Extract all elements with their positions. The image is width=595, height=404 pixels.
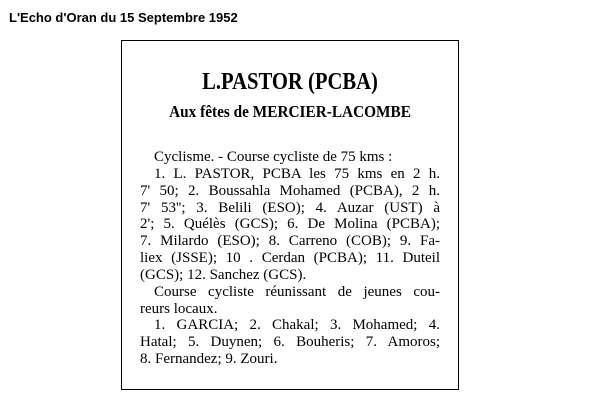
newspaper-clipping <box>121 40 459 390</box>
article-line: 1. GARCIA; 2. Chakal; 3. Mohamed; 4. <box>154 317 440 334</box>
article-body <box>140 149 440 368</box>
article-line: 2'; 5. Quélès (GCS); 6. De Molina (PCBA); <box>140 216 440 233</box>
article-line: 1. L. PASTOR, PCBA les 75 kms en 2 h. <box>154 165 440 182</box>
article-line: Hatal; 5. Duynen; 6. Bouheris; 7. Amoros; <box>140 334 440 351</box>
article-line: liex (JSSE); 10 . Cerdan (PCBA); 11. Duteil <box>140 250 440 267</box>
headline: L.PASTOR (PCBA) <box>202 69 378 95</box>
article-line: Course cycliste réunissant de jeunes cou- <box>154 283 440 300</box>
article-line: 7. Milardo (ESO); 8. Carreno (COB); 9. Fa- <box>140 233 440 250</box>
article-line: 7' 53''; 3. Belili (ESO); 4. Auzar (UST) à <box>140 199 440 216</box>
article-line: (GCS); 12. Sanchez (GCS). <box>140 266 307 283</box>
source-caption: L'Echo d'Oran du 15 Septembre 1952 <box>9 10 238 25</box>
subheadline: Aux fêtes de MERCIER-LACOMBE <box>169 102 411 121</box>
article-line: Cyclisme. - Course cycliste de 75 kms : <box>154 149 393 165</box>
article-line: 8. Fernandez; 9. Zouri. <box>140 351 278 368</box>
article-line: reurs locaux. <box>140 300 218 317</box>
article-line: 7' 50; 2. Boussahla Mohamed (PCBA), 2 h. <box>140 182 440 199</box>
